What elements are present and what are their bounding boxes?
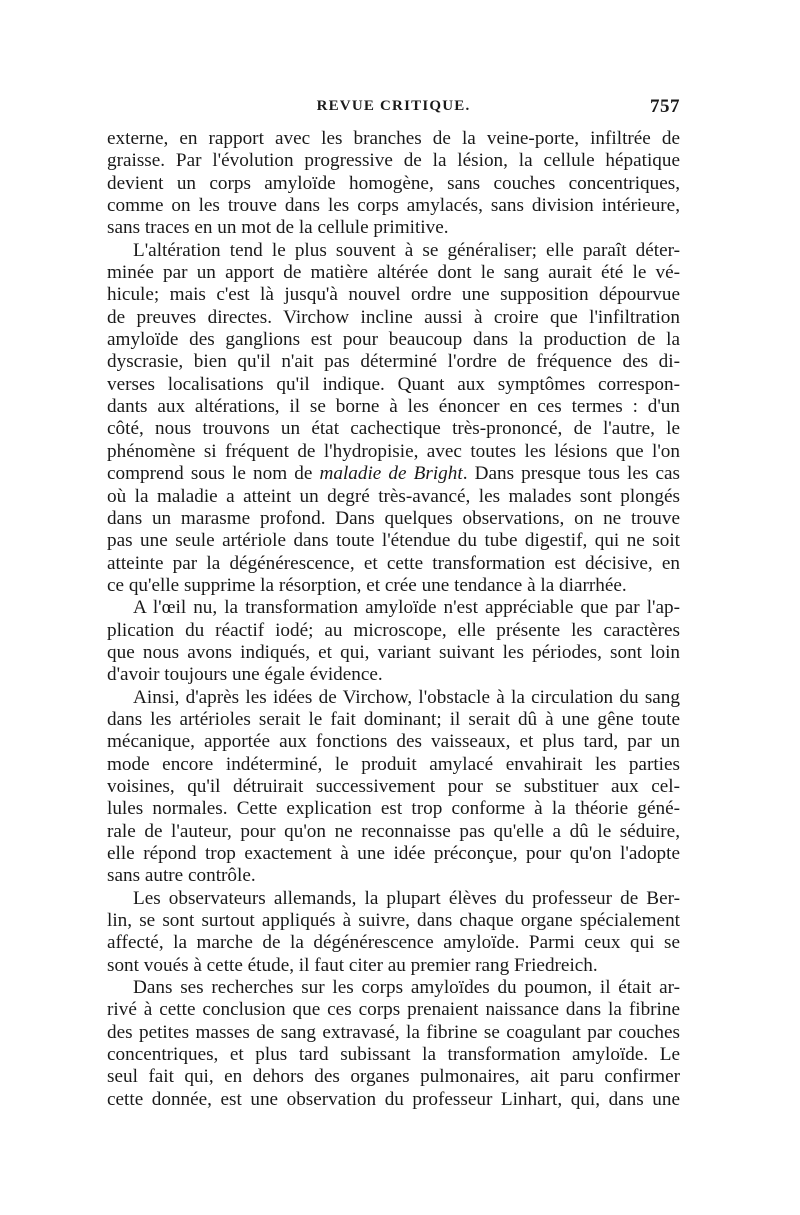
text-line: que nous avons indiqués, et qui, variant suivant les périodes, sont loin — [107, 641, 680, 663]
paragraph — [107, 888, 680, 977]
text-line: Ainsi, d'après les idées de Virchow, l'obstacle à la circulation du sang — [133, 686, 680, 708]
text-line: cette donnée, est une observation du professeur Linhart, qui, dans une — [107, 1088, 680, 1110]
text-line: verses localisations qu'il indique. Quant aux symptômes correspon- — [107, 373, 680, 395]
text-line: voisines, qu'il détruirait successivement pour se substituer aux cel- — [107, 775, 680, 797]
text-line: mode encore indéterminé, le produit amylacé envahirait les parties — [107, 753, 680, 775]
paragraph — [107, 240, 680, 598]
text-line: côté, nous trouvons un état cachectique très-prononcé, de l'autre, le — [107, 418, 680, 440]
text-line: dans un marasme profond. Dans quelques observations, on ne trouve — [107, 507, 680, 529]
text-line: sont voués à cette étude, il faut citer au premier rang Friedreich. — [107, 954, 598, 976]
text-line: graisse. Par l'évolution progressive de la lésion, la cellule hépatique — [107, 150, 680, 172]
body-text — [107, 128, 680, 1111]
text-line: hicule; mais c'est là jusqu'à nouvel ordre une supposition dépourvue — [107, 284, 680, 306]
text-line: amyloïde des ganglions est pour beaucoup dans la production de la — [107, 329, 680, 351]
text-line: lules normales. Cette explication est trop conforme à la théorie géné- — [107, 798, 680, 820]
text-line: dans les artérioles serait le fait dominant; il serait dû à une gêne toute — [107, 708, 680, 730]
text-line: externe, en rapport avec les branches de la veine-porte, infiltrée de — [107, 128, 680, 149]
text-line: pas une seule artériole dans toute l'étendue du tube digestif, qui ne soit — [107, 530, 680, 552]
running-header — [107, 96, 680, 120]
text-line: atteinte par la dégénérescence, et cette transformation est décisive, en — [107, 552, 680, 574]
running-title: REVUE CRITIQUE. — [316, 98, 471, 114]
text-line: ce qu'elle supprime la résorption, et crée une tendance à la diarrhée. — [107, 574, 627, 596]
text-line: Dans ses recherches sur les corps amyloïdes du poumon, il était ar- — [133, 977, 680, 999]
text-line: A l'œil nu, la transformation amyloïde n'est appréciable que par l'ap- — [133, 597, 680, 619]
page-number: 757 — [650, 96, 680, 117]
text-line-with-italic: comprend sous le nom de maladie de Bright. Dans presque tous les cas — [107, 463, 680, 485]
text-line: dants aux altérations, il se borne à les énoncer en ces termes : d'un — [107, 396, 680, 418]
text-line: seul fait qui, en dehors des organes pulmonaires, ait paru confirmer — [107, 1066, 680, 1088]
text-line: sans traces en un mot de la cellule primitive. — [107, 217, 449, 239]
text-line: elle répond trop exactement à une idée préconçue, pour qu'on l'adopte — [107, 843, 680, 864]
paragraph — [107, 597, 680, 686]
text-line: rale de l'auteur, pour qu'on ne reconnaisse pas qu'elle a dû le séduire, — [107, 820, 680, 842]
paragraph — [107, 977, 680, 1111]
paragraph — [107, 687, 680, 888]
text-line: mécanique, apportée aux fonctions des vaisseaux, et plus tard, par un — [107, 731, 680, 753]
text-line: où la maladie a atteint un degré très-avancé, les malades sont plongés — [107, 485, 680, 507]
text-line: des petites masses de sang extravasé, la fibrine se coagulant par couches — [107, 1021, 680, 1043]
text-line: dyscrasie, bien qu'il n'ait pas déterminé l'ordre de fréquence des di- — [107, 351, 680, 373]
text-line: de preuves directes. Virchow incline aussi à croire que l'infiltration — [107, 306, 680, 328]
text-line: comme on les trouve dans les corps amylacés, sans division intérieure, — [107, 195, 680, 217]
text-line: sans autre contrôle. — [107, 865, 256, 887]
paragraph — [107, 128, 680, 240]
text-line: affecté, la marche de la dégénérescence amyloïde. Parmi ceux qui se — [107, 932, 680, 954]
text-line: L'altération tend le plus souvent à se généraliser; elle paraît déter- — [133, 239, 680, 261]
text-line: concentriques, et plus tard subissant la transformation amyloïde. Le — [107, 1044, 680, 1066]
text-line: Les observateurs allemands, la plupart élèves du professeur de Ber- — [133, 887, 680, 909]
text-line: phénomène si fréquent de l'hydropisie, avec toutes les lésions que l'on — [107, 440, 680, 462]
text-line: plication du réactif iodé; au microscope, elle présente les caractères — [107, 619, 680, 641]
text-line: lin, se sont surtout appliqués à suivre, dans chaque organe spécialement — [107, 910, 680, 932]
text-line: rivé à cette conclusion que ces corps prenaient naissance dans la fibrine — [107, 999, 680, 1021]
text-line: d'avoir toujours une égale évidence. — [107, 664, 383, 686]
text-line: devient un corps amyloïde homogène, sans couches concentriques, — [107, 172, 680, 194]
text-line: minée par un apport de matière altérée dont le sang aurait été le vé- — [107, 262, 680, 284]
italic-term: maladie de Bright — [319, 463, 463, 485]
